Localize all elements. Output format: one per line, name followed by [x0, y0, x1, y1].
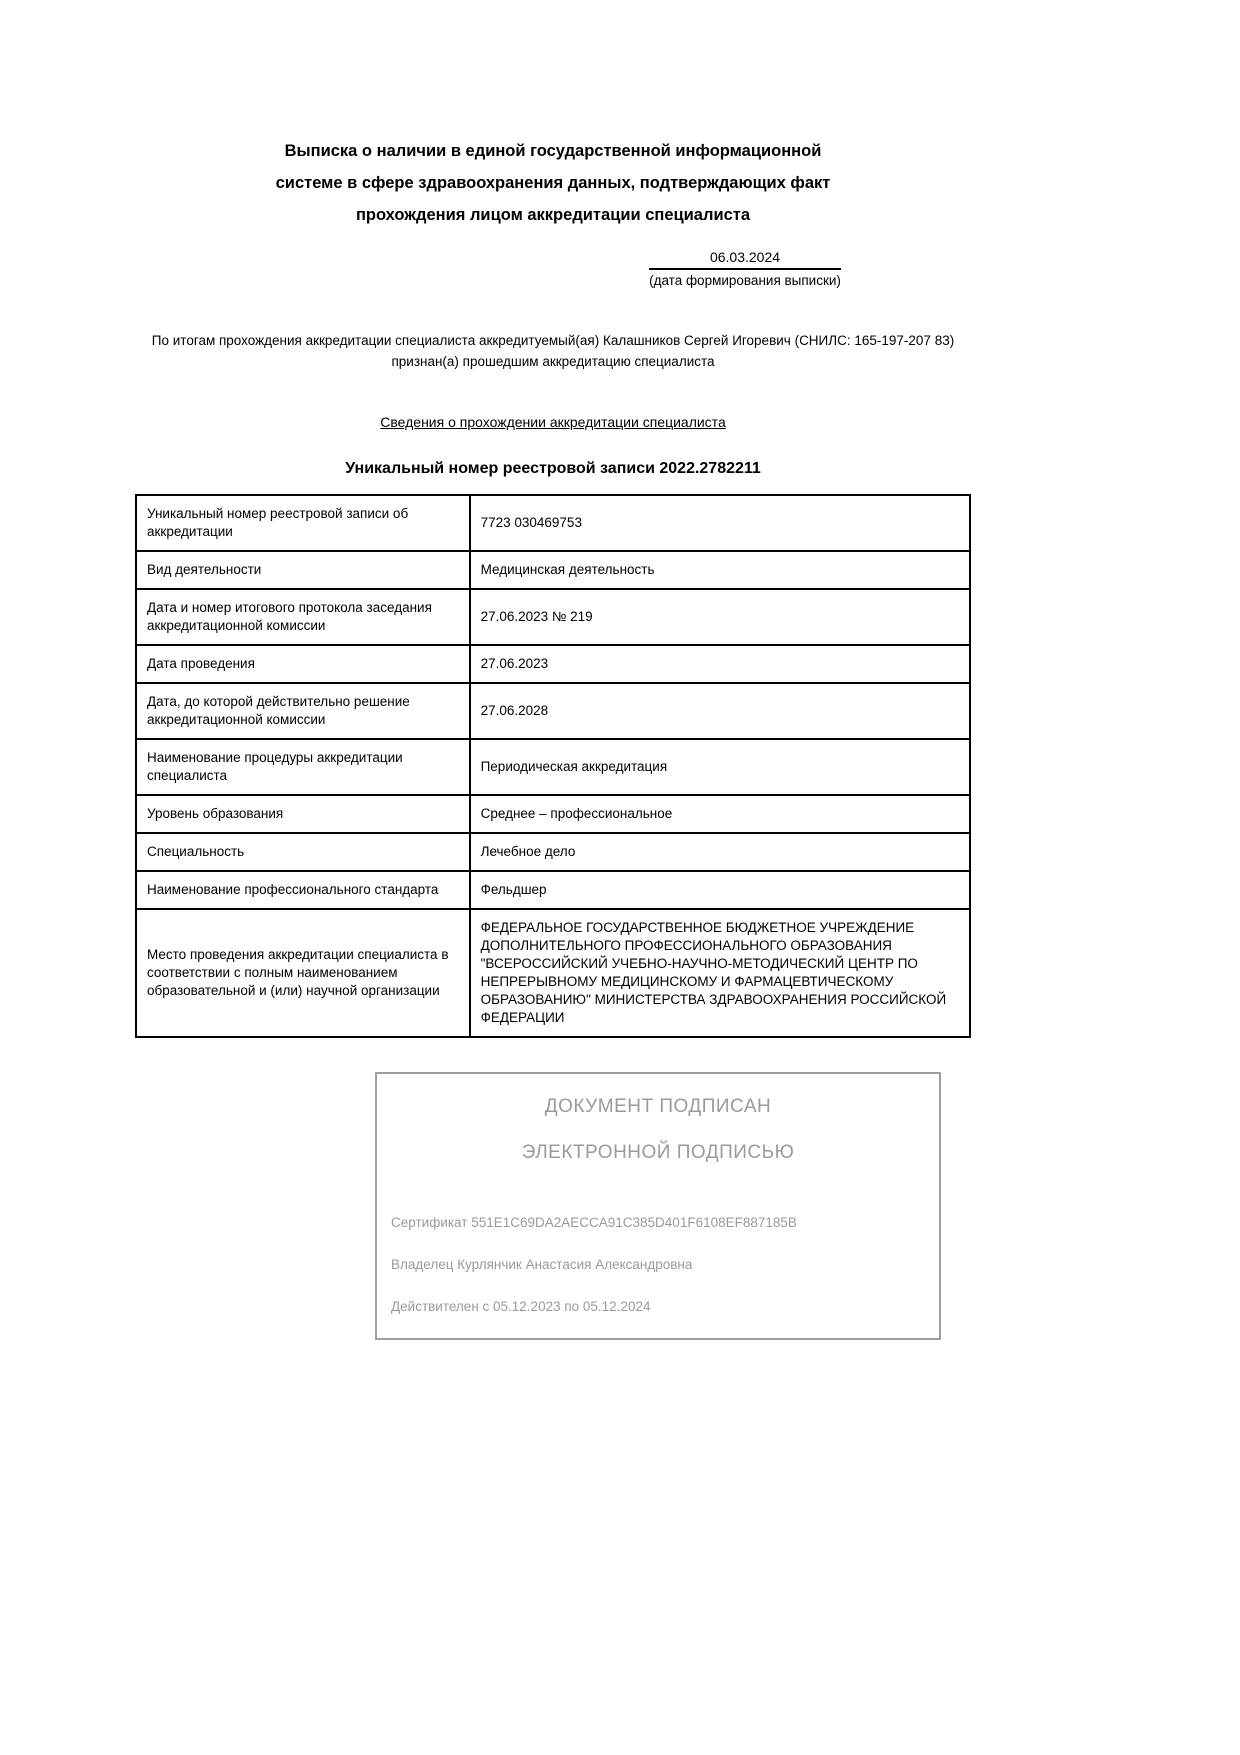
table-row [136, 495, 970, 551]
row-value: Периодическая аккредитация [470, 739, 970, 795]
document-page [135, 0, 971, 1340]
row-value: ФЕДЕРАЛЬНОЕ ГОСУДАРСТВЕННОЕ БЮДЖЕТНОЕ УЧРЕЖДЕНИЕ ДОПОЛНИТЕЛЬНОГО ПРОФЕССИОНАЛЬНОГО ОБРАЗОВАНИЯ "ВСЕРОССИЙСКИЙ УЧЕБНО-НАУЧНО-МЕТОДИЧЕСКИЙ ЦЕНТР ПО НЕПРЕРЫВНОМУ МЕДИЦИНСКОМУ И ФАРМАЦЕВТИЧЕСКОМУ ОБРАЗОВАНИЮ" МИНИСТЕРСТВА ЗДРАВООХРАНЕНИЯ РОССИЙСКОЙ ФЕДЕРАЦИИ [470, 909, 970, 1037]
row-value: 7723 030469753 [470, 495, 970, 551]
row-label: Вид деятельности [136, 551, 470, 589]
table-row [136, 589, 970, 645]
row-label: Уровень образования [136, 795, 470, 833]
extract-date: 06.03.2024 [649, 249, 841, 270]
row-label: Наименование процедуры аккредитации специалиста [136, 739, 470, 795]
row-label: Уникальный номер реестровой записи об аккредитации [136, 495, 470, 551]
record-number-heading: Уникальный номер реестровой записи 2022.2782211 [345, 460, 761, 477]
row-label: Дата проведения [136, 645, 470, 683]
date-block [629, 249, 861, 288]
signature-title-line2: ЭЛЕКТРОННОЙ ПОДПИСЬЮ [521, 1142, 795, 1163]
digital-signature-stamp [375, 1072, 941, 1340]
row-value: 27.06.2023 [470, 645, 970, 683]
row-value: Фельдшер [470, 871, 970, 909]
intro-paragraph: По итогам прохождения аккредитации специалиста аккредитуемый(ая) Калашников Сергей Игоревич (СНИЛС: 165-197-207 83) признан(а) прошедшим аккредитацию специалиста [151, 333, 955, 369]
row-label: Наименование профессионального стандарта [136, 871, 470, 909]
table-row [136, 739, 970, 795]
table-row [136, 795, 970, 833]
row-label: Дата, до которой действительно решение аккредитационной комиссии [136, 683, 470, 739]
row-value: Среднее – профессиональное [470, 795, 970, 833]
signature-certificate: Сертификат 551E1C69DA2AECCA91C385D401F6108EF887185B [391, 1215, 797, 1230]
document-title: Выписка о наличии в единой государственной информационной системе в сфере здравоохранения данных, подтверждающих факт прохождения лицом аккредитации специалиста [275, 142, 831, 224]
row-label: Дата и номер итогового протокола заседания аккредитационной комиссии [136, 589, 470, 645]
row-label: Специальность [136, 833, 470, 871]
extract-date-caption: (дата формирования выписки) [649, 273, 841, 288]
row-value: Лечебное дело [470, 833, 970, 871]
section-heading: Сведения о прохождении аккредитации специалиста [380, 414, 726, 430]
signature-owner: Владелец Курлянчик Анастасия Александровна [391, 1257, 693, 1272]
signature-title-line1: ДОКУМЕНТ ПОДПИСАН [544, 1096, 772, 1117]
row-value: 27.06.2028 [470, 683, 970, 739]
row-value: Медицинская деятельность [470, 551, 970, 589]
signature-validity: Действителен с 05.12.2023 по 05.12.2024 [391, 1299, 651, 1314]
row-value: 27.06.2023 № 219 [470, 589, 970, 645]
table-row [136, 871, 970, 909]
table-row [136, 833, 970, 871]
row-label: Место проведения аккредитации специалиста в соответствии с полным наименованием образовательной и (или) научной организации [136, 909, 470, 1037]
table-row [136, 909, 970, 1037]
table-row [136, 551, 970, 589]
table-row [136, 683, 970, 739]
table-row [136, 645, 970, 683]
accreditation-table [135, 494, 971, 1038]
